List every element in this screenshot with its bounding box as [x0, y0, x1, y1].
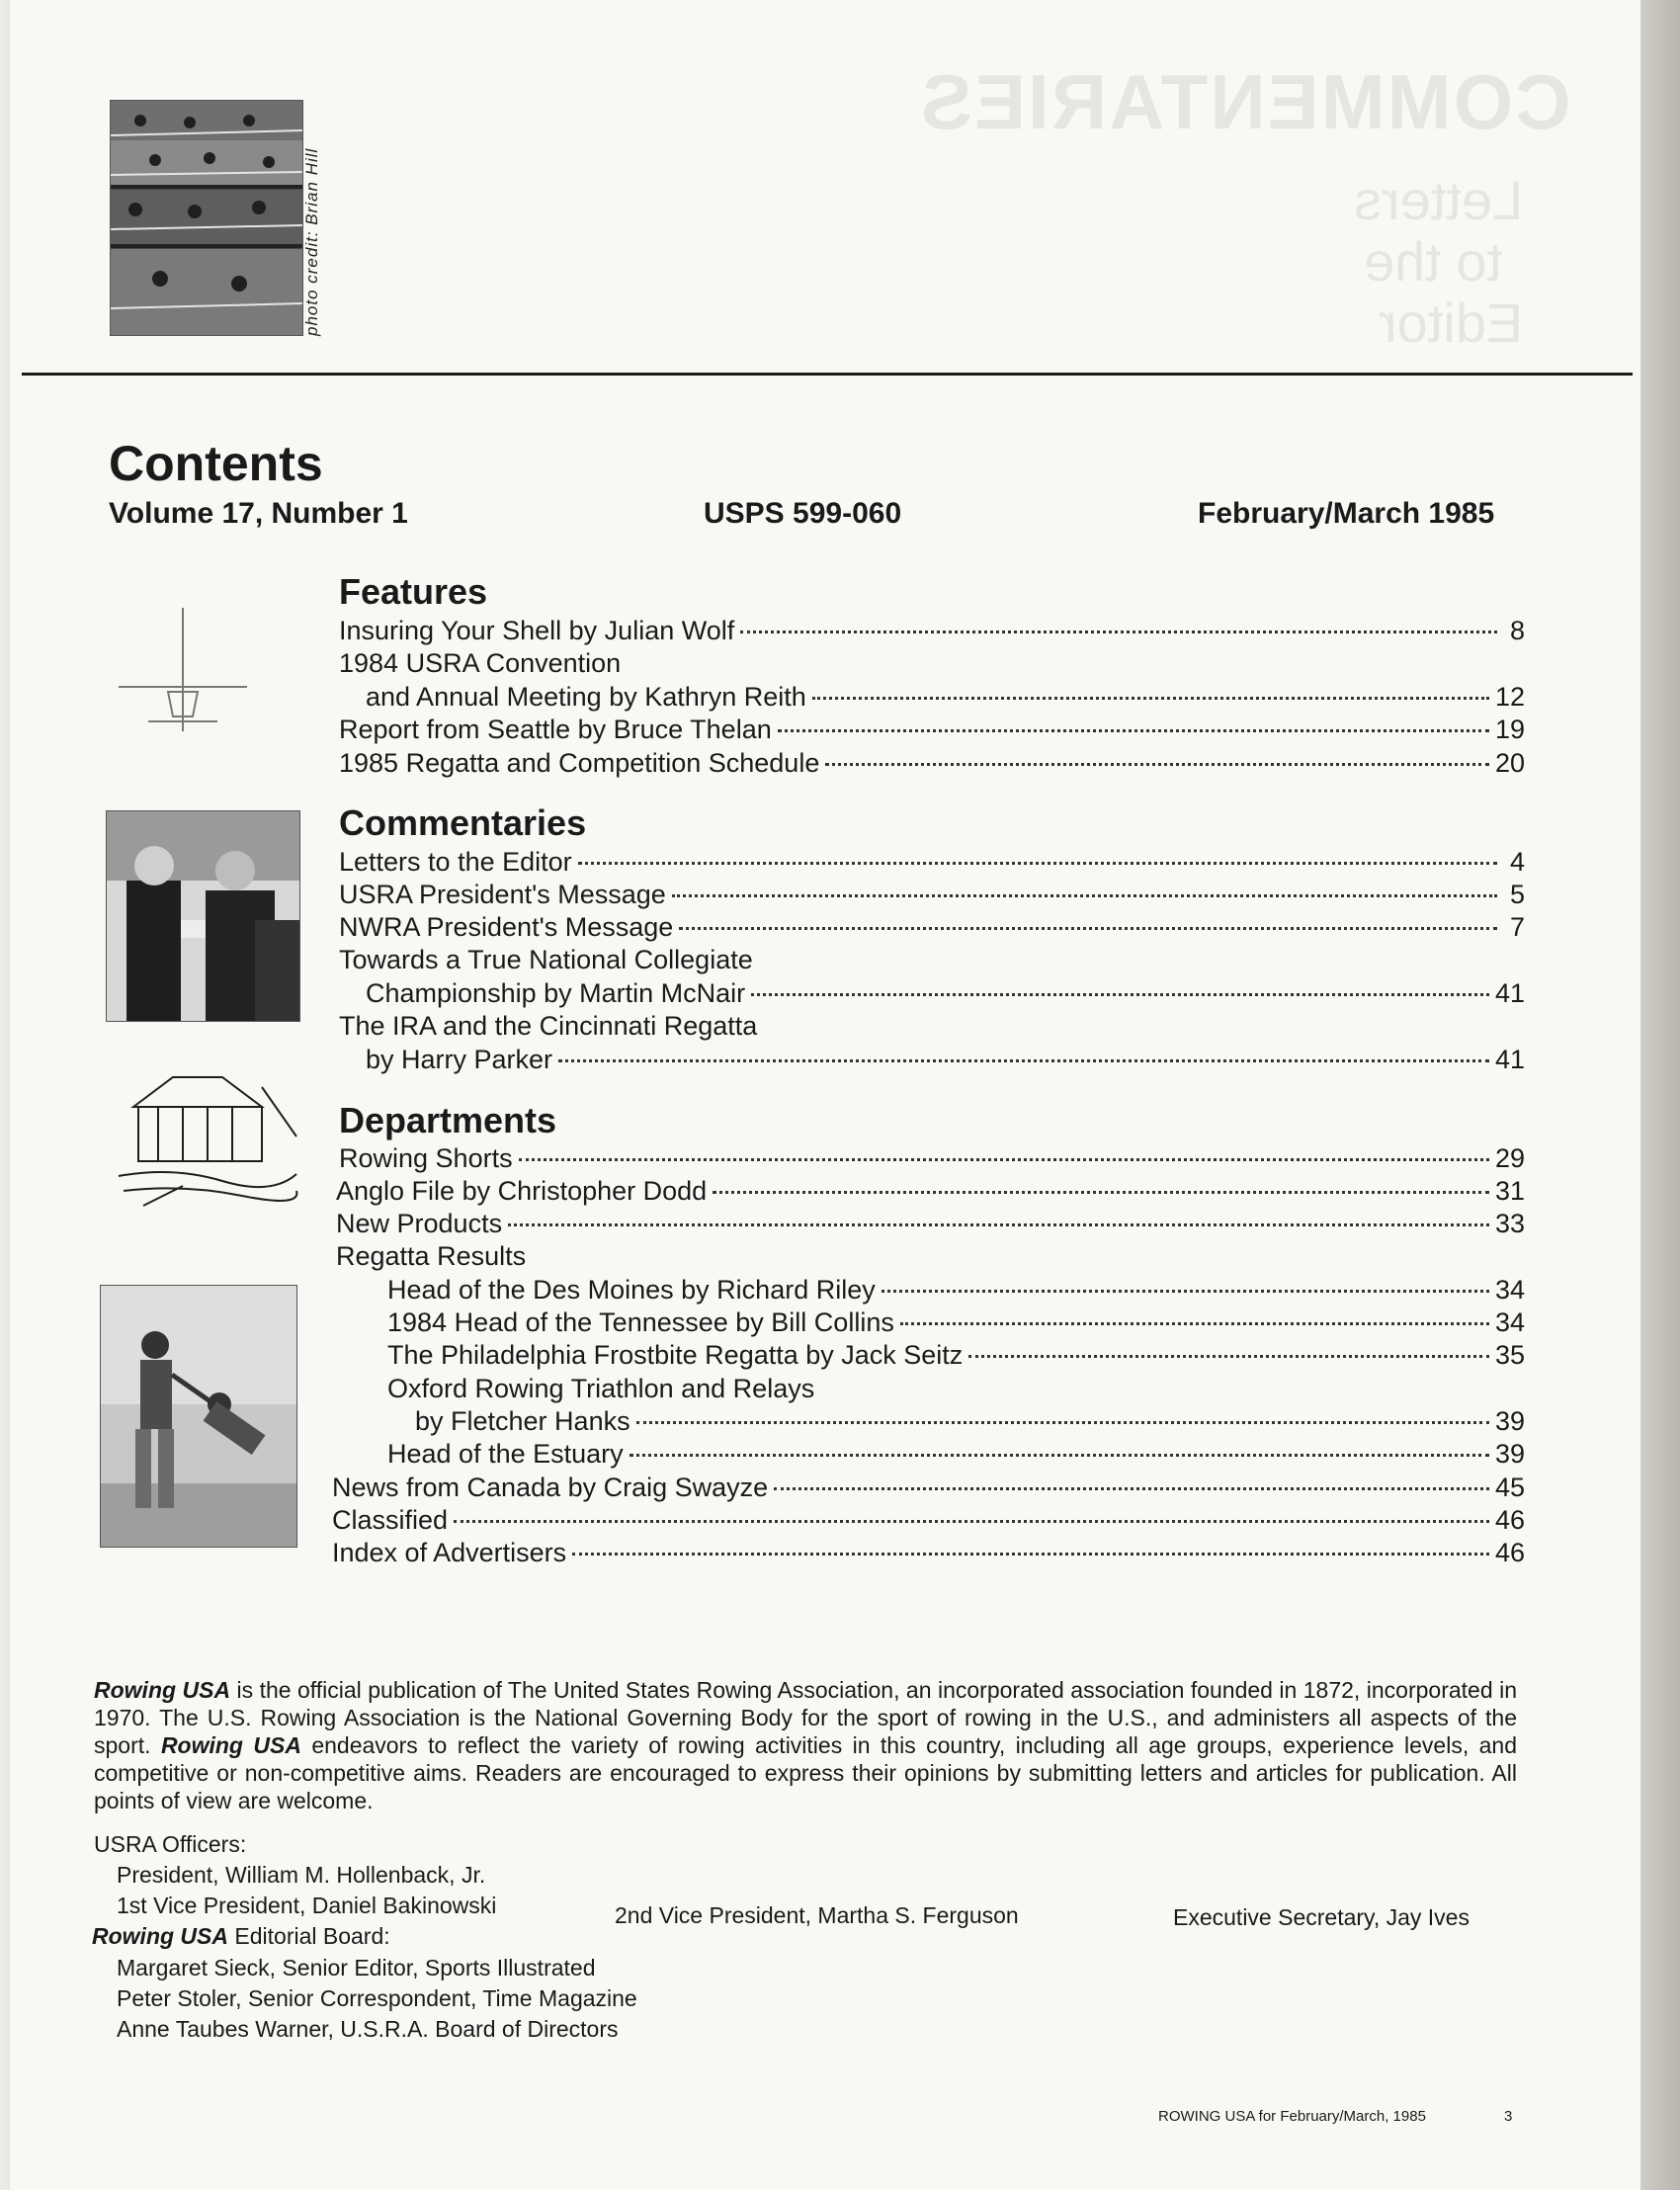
dot-leader	[812, 697, 1489, 700]
dot-leader	[778, 729, 1489, 732]
running-footer: ROWING USA for February/March, 1985	[1158, 2108, 1426, 2125]
toc-title: Rowing Shorts	[339, 1143, 513, 1173]
departments-heading: Departments	[339, 1100, 557, 1140]
toc-entry[interactable]	[332, 1505, 1525, 1535]
toc-page-number: 34	[1494, 1275, 1525, 1305]
toc-page-number: 4	[1509, 847, 1525, 877]
volume-number: Volume 17, Number 1	[109, 497, 408, 530]
officers-heading: USRA Officers:	[94, 1831, 247, 1857]
board-member: Peter Stoler, Senior Correspondent, Time Magazine	[117, 1985, 637, 2011]
officer-vp2: 2nd Vice President, Martha S. Ferguson	[615, 1902, 1019, 1928]
toc-title: New Products	[336, 1209, 503, 1238]
toc-title: Letters to the Editor	[339, 847, 572, 877]
toc-title-continued: and Annual Meeting by Kathryn Reith	[366, 682, 806, 712]
officer-vp1: 1st Vice President, Daniel Bakinowski	[117, 1893, 497, 1918]
toc-page-number: 19	[1494, 715, 1525, 744]
toc-entry[interactable]	[366, 682, 1525, 712]
toc-entry[interactable]	[336, 1176, 1525, 1206]
toc-page-number: 35	[1494, 1340, 1525, 1370]
toc-entry[interactable]	[339, 912, 1525, 942]
board-member: Margaret Sieck, Senior Editor, Sports Illustrated	[117, 1955, 596, 1980]
toc-title[interactable]: 1984 USRA Convention	[339, 648, 622, 678]
dot-leader	[519, 1158, 1489, 1161]
toc-entry[interactable]	[415, 1406, 1525, 1436]
header-rule	[22, 373, 1633, 376]
toc-entry[interactable]	[336, 1209, 1525, 1238]
toc-page-number: 39	[1494, 1406, 1525, 1436]
page-fold-shadow	[1640, 0, 1680, 2190]
toc-entry[interactable]	[332, 1538, 1525, 1567]
dot-leader	[968, 1355, 1489, 1358]
toc-page-number: 8	[1509, 616, 1525, 645]
publication-name: Rowing USA	[160, 1732, 301, 1758]
dot-leader	[774, 1487, 1489, 1490]
toc-entry[interactable]	[339, 1143, 1525, 1173]
toc-entry[interactable]	[339, 847, 1525, 877]
toc-title-continued: by Harry Parker	[366, 1045, 553, 1074]
dot-leader	[713, 1191, 1489, 1194]
toc-entry[interactable]	[339, 748, 1525, 778]
publication-name: Rowing USA	[92, 1923, 228, 1949]
toc-title[interactable]: Regatta Results	[336, 1241, 527, 1271]
toc-title: 1985 Regatta and Competition Schedule	[339, 748, 820, 778]
toc-page-number: 12	[1494, 682, 1525, 712]
toc-page-number: 45	[1494, 1473, 1525, 1502]
issue-date: February/March 1985	[1198, 497, 1495, 530]
statement-part-1: is the official publication of The United States Rowing Association, an incorporated association founded in 1872, incorporated in 1970. The U.S. Rowing Association is the National Governing Body for the sport of rowing in the U.S., and administers all aspects of the sport.	[94, 1677, 1517, 1758]
publication-name: Rowing USA	[94, 1677, 231, 1703]
dot-leader	[672, 894, 1497, 897]
toc-entry[interactable]	[387, 1275, 1525, 1305]
toc-entry[interactable]	[387, 1439, 1525, 1469]
publication-statement	[94, 1676, 1517, 1814]
toc-page-number: 46	[1494, 1505, 1525, 1535]
page-number: 3	[1504, 2108, 1513, 2125]
dot-leader	[578, 862, 1497, 865]
toc-title: Report from Seattle by Bruce Thelan	[339, 715, 772, 744]
toc-entry[interactable]	[387, 1340, 1525, 1370]
toc-page-number: 46	[1494, 1538, 1525, 1567]
toc-entry[interactable]	[366, 1045, 1525, 1074]
dot-leader	[558, 1059, 1489, 1062]
toc-title: The Philadelphia Frostbite Regatta by Jack Seitz	[387, 1340, 964, 1370]
toc-title: Classified	[332, 1505, 449, 1535]
statement-part-2: endeavors to reflect the variety of rowing activities in this country, including all age groups, experience levels, and competitive or non-competitive aims. Readers are encouraged to express their opinions by submitting letters and articles for publication. All points of view are welcome.	[94, 1732, 1517, 1813]
dot-leader	[882, 1290, 1489, 1293]
toc-title[interactable]: Towards a True National Collegiate	[339, 945, 753, 974]
toc-page-number: 33	[1494, 1209, 1525, 1238]
toc-title: News from Canada by Craig Swayze	[332, 1473, 769, 1502]
toc-title[interactable]: Oxford Rowing Triathlon and Relays	[387, 1374, 815, 1403]
dot-leader	[679, 927, 1497, 930]
toc-title: Index of Advertisers	[332, 1538, 567, 1567]
dot-leader	[572, 1553, 1489, 1556]
dot-leader	[825, 763, 1489, 766]
toc-title: 1984 Head of the Tennessee by Bill Collins	[387, 1307, 894, 1337]
toc-entry[interactable]	[366, 978, 1525, 1008]
toc-title: Head of the Estuary	[387, 1439, 624, 1469]
toc-entry[interactable]	[387, 1307, 1525, 1337]
toc-page-number: 41	[1494, 1045, 1525, 1074]
dot-leader	[900, 1322, 1489, 1325]
toc-title-continued: by Fletcher Hanks	[415, 1406, 630, 1436]
toc-page-number: 5	[1509, 880, 1525, 909]
commentaries-heading: Commentaries	[339, 802, 587, 843]
toc-page-number: 31	[1494, 1176, 1525, 1206]
toc-page-number: 20	[1494, 748, 1525, 778]
features-heading: Features	[339, 571, 488, 612]
officer-exec-secretary: Executive Secretary, Jay Ives	[1173, 1904, 1470, 1930]
rowing-crews-photo	[110, 100, 303, 336]
usps-number: USPS 599-060	[704, 497, 902, 530]
toc-entry[interactable]	[339, 715, 1525, 744]
dot-leader	[740, 631, 1497, 633]
photo-credit: photo credit: Brian Hill	[302, 147, 321, 336]
board-heading	[92, 1922, 390, 1950]
toc-page-number: 7	[1509, 912, 1525, 942]
dot-leader	[508, 1223, 1489, 1226]
officer-president: President, William M. Hollenback, Jr.	[117, 1862, 486, 1888]
dot-leader	[630, 1454, 1489, 1457]
toc-page-number: 41	[1494, 978, 1525, 1008]
toc-entry[interactable]	[332, 1473, 1525, 1502]
boathouse-sketch	[114, 1048, 301, 1216]
toc-title: USRA President's Message	[339, 880, 666, 909]
toc-page-number: 29	[1494, 1143, 1525, 1173]
board-member: Anne Taubes Warner, U.S.R.A. Board of Directors	[117, 2016, 619, 2042]
toc-entry[interactable]	[339, 880, 1525, 909]
board-heading-text: Editorial Board:	[228, 1923, 390, 1949]
award-ceremony-photo	[106, 810, 300, 1022]
toc-entry[interactable]	[339, 616, 1525, 645]
toc-title-continued: Championship by Martin McNair	[366, 978, 746, 1008]
toc-page-number: 34	[1494, 1307, 1525, 1337]
page-title: Contents	[109, 436, 323, 491]
dot-leader	[636, 1421, 1489, 1424]
toc-title: Insuring Your Shell by Julian Wolf	[339, 616, 735, 645]
swimmers-beach-photo	[100, 1285, 297, 1548]
seaplane-sketch	[109, 603, 257, 741]
toc-title: Anglo File by Christopher Dodd	[336, 1176, 708, 1206]
dot-leader	[751, 993, 1489, 996]
toc-title[interactable]: The IRA and the Cincinnati Regatta	[339, 1011, 758, 1041]
toc-title: Head of the Des Moines by Richard Riley	[387, 1275, 876, 1305]
toc-title: NWRA President's Message	[339, 912, 674, 942]
toc-page-number: 39	[1494, 1439, 1525, 1469]
dot-leader	[454, 1520, 1489, 1523]
